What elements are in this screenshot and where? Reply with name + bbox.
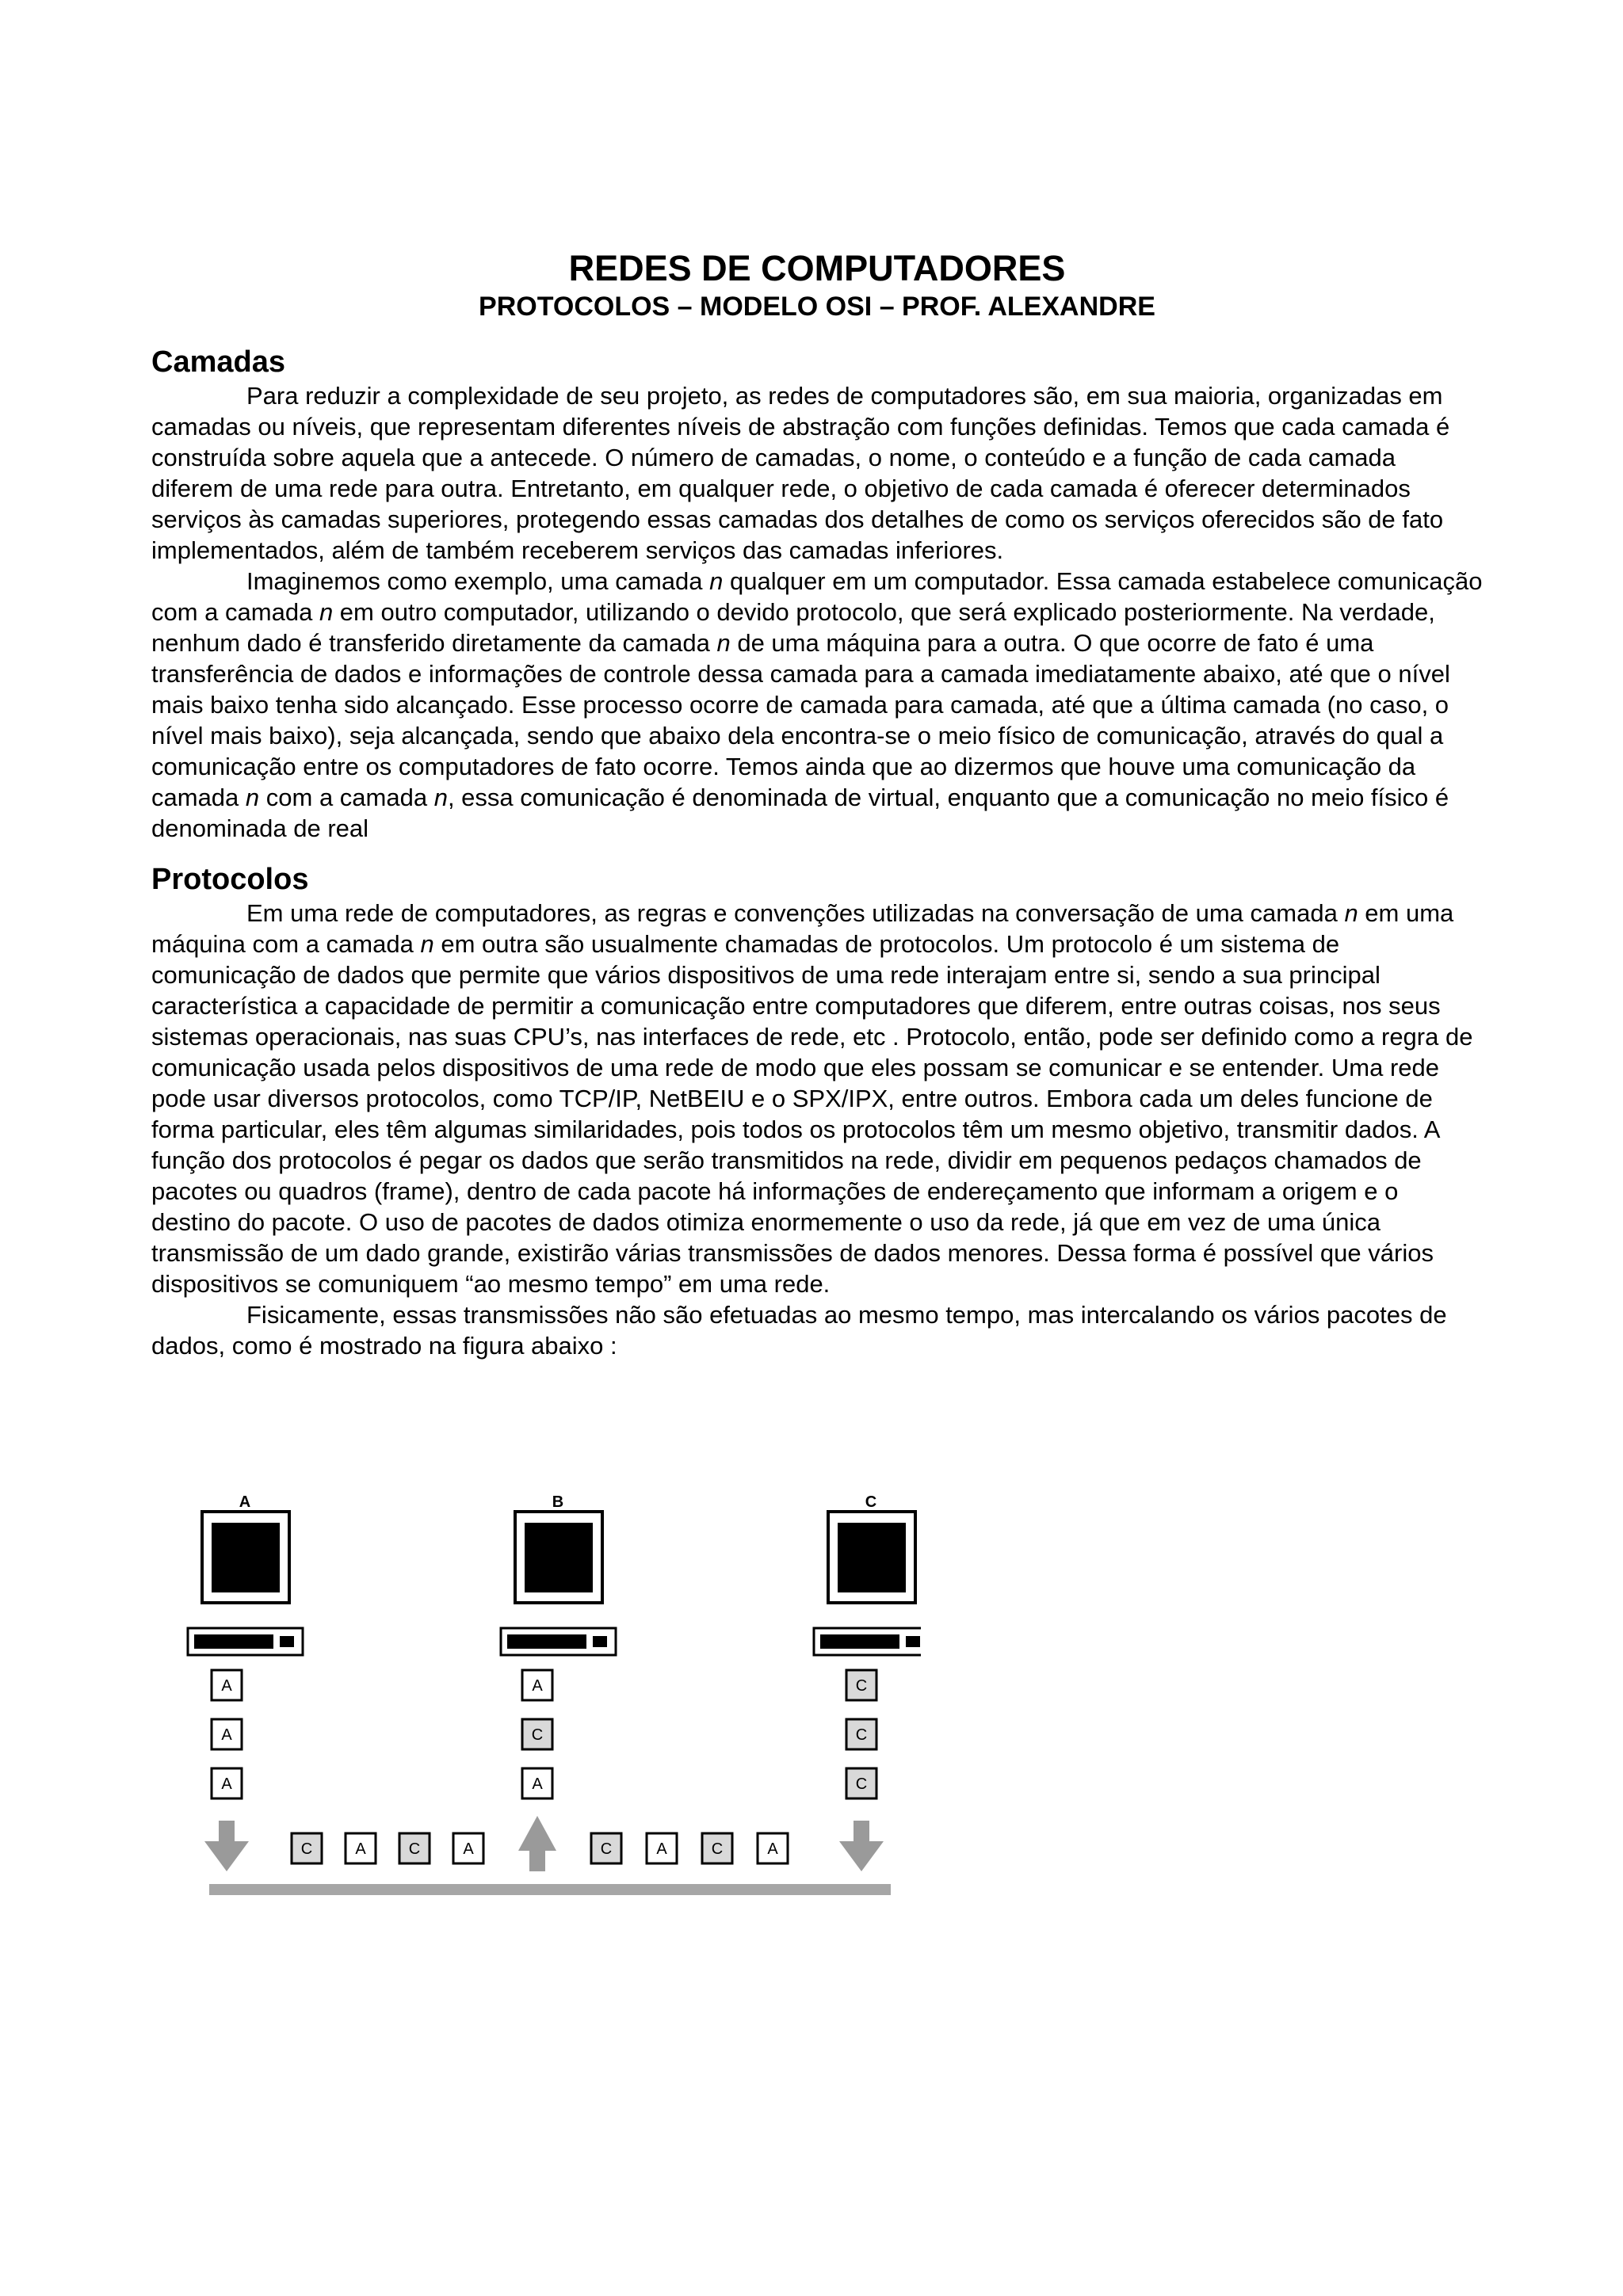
computer-label-c: C — [865, 1493, 877, 1511]
arrow-down-c-icon — [839, 1821, 884, 1871]
stack-packet — [846, 1768, 876, 1798]
packet-label: A — [221, 1726, 232, 1744]
network-bus — [209, 1884, 891, 1895]
paragraph-camadas-2 — [151, 566, 1483, 844]
bus-packet — [346, 1833, 376, 1863]
packet-label: A — [355, 1840, 366, 1858]
paragraph-protocolos-1 — [151, 898, 1483, 1299]
packet-label: A — [221, 1677, 232, 1695]
packet-label: A — [532, 1677, 543, 1695]
cpu-button — [906, 1636, 920, 1647]
network-packets-figure — [176, 1489, 921, 1901]
bus-packet — [453, 1833, 483, 1863]
italic-n: n — [245, 784, 260, 811]
bus-packet — [399, 1833, 430, 1863]
packet-row-right — [591, 1833, 788, 1863]
cpu-button — [280, 1636, 294, 1647]
packet-label: C — [711, 1840, 724, 1858]
stack-packet — [846, 1670, 876, 1700]
italic-n: n — [1344, 899, 1358, 927]
cpu-drive — [820, 1634, 899, 1649]
packet-label: A — [532, 1775, 543, 1793]
text-run: qualquer em um computador. Essa camada estabelece comunicação com a camada — [151, 567, 1483, 626]
monitor-screen — [212, 1523, 280, 1592]
packet-stack-a — [212, 1670, 242, 1798]
packet-label: C — [300, 1840, 313, 1858]
stack-packet — [522, 1670, 552, 1700]
italic-n: n — [319, 598, 334, 626]
arrow-down-a-icon — [204, 1821, 249, 1871]
computer-a — [188, 1493, 303, 1655]
computer-c — [814, 1493, 921, 1655]
packet-label: C — [855, 1775, 868, 1793]
text-run: em uma máquina com a camada — [151, 899, 1454, 958]
packet-label: A — [221, 1775, 232, 1793]
page-subtitle: PROTOCOLOS – MODELO OSI – PROF. ALEXANDRE — [479, 292, 1155, 322]
packet-label: C — [600, 1840, 613, 1858]
packet-label: C — [855, 1677, 868, 1695]
arrow-up-b-icon — [518, 1816, 556, 1871]
packet-label: A — [656, 1840, 667, 1858]
text-run: com a camada — [259, 784, 434, 811]
packet-stack-b — [522, 1670, 552, 1798]
text-run: em outro computador, utilizando o devido protocolo, que será explicado posteriormente. Na verdade, nenhum dado é transferido diretamente da camada — [151, 598, 1435, 657]
packet-row-left — [292, 1833, 483, 1863]
text-run: de uma máquina para a outra. O que ocorre de fato é uma transferência de dados e informações de controle dessa camada para a camada imediatamente abaixo, até que o nível mais baixo tenha sido alcançado. Esse processo ocorre de camada para camada, até que a última camada (no caso, o nível mais baixo), seja alcançada, sendo que abaixo dela encontra-se o meio físico de comunicação, através do qual a comunicação entre os computadores de fato ocorre. Temos ainda que ao dizermos que houve uma comunicação da camada — [151, 629, 1450, 811]
italic-n: n — [420, 930, 434, 958]
monitor-screen — [525, 1523, 593, 1592]
bus-packet — [591, 1833, 621, 1863]
stack-packet — [846, 1719, 876, 1749]
bus-packet — [758, 1833, 788, 1863]
section-heading-protocolos: Protocolos — [151, 863, 309, 896]
cpu-drive — [194, 1634, 273, 1649]
packet-label: C — [855, 1726, 868, 1744]
bus-packet — [292, 1833, 322, 1863]
packet-label: A — [463, 1840, 474, 1858]
packet-label: A — [767, 1840, 778, 1858]
stack-packet — [522, 1719, 552, 1749]
bus-packet — [702, 1833, 732, 1863]
document-page — [151, 247, 1483, 1361]
italic-n: n — [433, 784, 448, 811]
section-heading-camadas: Camadas — [151, 345, 285, 379]
computer-label-b: B — [552, 1493, 564, 1511]
cpu-button — [593, 1636, 607, 1647]
text-run: Em uma rede de computadores, as regras e convenções utilizadas na conversação de uma camada — [246, 899, 1345, 927]
paragraph-camadas-1: Para reduzir a complexidade de seu projeto, as redes de computadores são, em sua maioria, organizadas em camadas ou níveis, que representam diferentes níveis de abstração com funções definidas. Temos que cada camada é construída sobre aquela que a antecede. O número de camadas, o nome, o conteúdo e a função de cada camada diferem de uma rede para outra. Entretanto, em qualquer rede, o objetivo de cada camada é oferecer determinados serviços às camadas superiores, protegendo essas camadas dos detalhes de como os serviços oferecidos são de fato implementados, além de também receberem serviços das camadas inferiores. — [151, 382, 1450, 564]
computer-label-a: A — [239, 1493, 251, 1511]
cpu-drive — [507, 1634, 586, 1649]
italic-n: n — [709, 567, 724, 595]
stack-packet — [212, 1768, 242, 1798]
packets-diagram — [176, 1489, 921, 1901]
text-run: em outra são usualmente chamadas de protocolos. Um protocolo é um sistema de comunicação de dados que permite que vários dispositivos de uma rede interajam entre si, sendo a sua principal característica a capacidade de permitir a comunicação entre computadores que diferem, entre outras coisas, nos seus sistemas operacionais, nas suas CPU’s, nas interfaces de rede, etc . Protocolo, então, pode ser definido como a regra de comunicação usada pelos dispositivos de uma rede de modo que eles possam se comunicar e se entender. Uma rede pode usar diversos protocolos, como TCP/IP, NetBEIU e o SPX/IPX, entre outros. Embora cada um deles funcione de forma particular, eles têm algumas similaridades, pois todos os protocolos têm um mesmo objetivo, transmitir dados. A função dos protocolos é pegar os dados que serão transmitidos na rede, dividir em pequenos pedaços chamados de pacotes ou quadros (frame), dentro de cada pacote há informações de endereçamento que informam a origem e o destino do pacote. O uso de pacotes de dados otimiza enormemente o uso da rede, já que em vez de uma única transmissão de um dado grande, existirão várias transmissões de dados menores. Dessa forma é possível que vários dispositivos se comuniquem “ao mesmo tempo” em uma rede. — [151, 930, 1473, 1298]
stack-packet — [522, 1768, 552, 1798]
stack-packet — [212, 1719, 242, 1749]
packet-label: C — [408, 1840, 421, 1858]
page-title: REDES DE COMPUTADORES — [568, 248, 1066, 288]
computer-b — [501, 1493, 616, 1655]
monitor-screen — [838, 1523, 906, 1592]
paragraph-protocolos-2: Fisicamente, essas transmissões não são efetuadas ao mesmo tempo, mas intercalando os vários pacotes de dados, como é mostrado na figura abaixo : — [151, 1301, 1447, 1360]
text-run: , essa comunicação é denominada de virtual, enquanto que a comunicação no meio físico é denominada de real — [151, 784, 1449, 842]
italic-n: n — [716, 629, 731, 657]
stack-packet — [212, 1670, 242, 1700]
text-run: Imaginemos como exemplo, uma camada — [246, 567, 710, 595]
packet-label: C — [531, 1726, 544, 1744]
bus-packet — [647, 1833, 677, 1863]
packet-stack-c — [846, 1670, 876, 1798]
